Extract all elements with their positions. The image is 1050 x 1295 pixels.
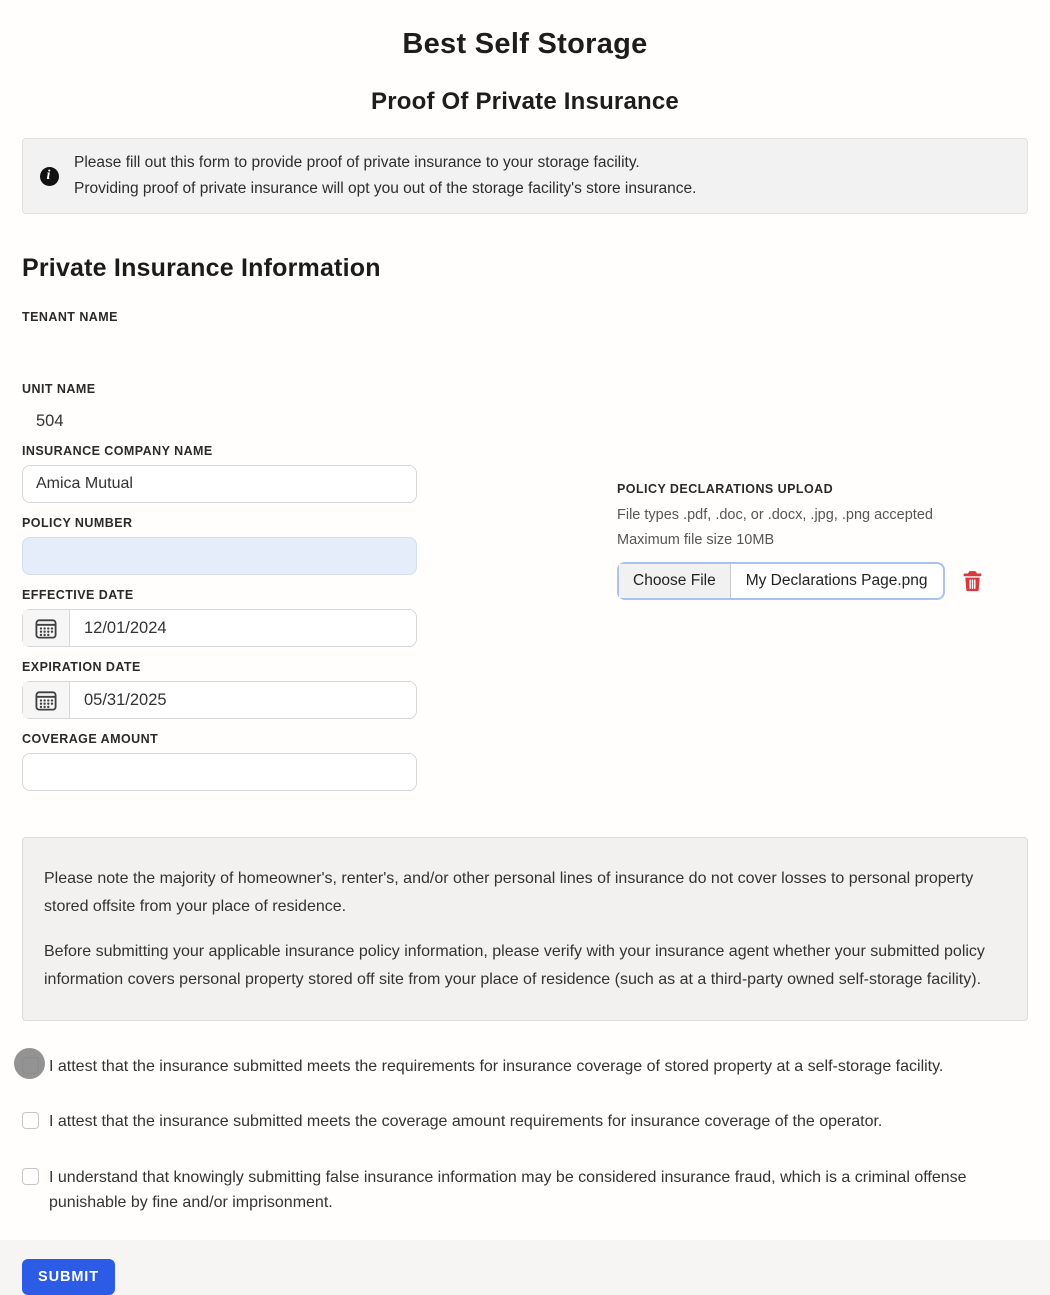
attestation-label-3: I understand that knowingly submitting false insurance information may be considered insurance fraud, which is a criminal offense punishable by fine and/or imprisonment. [49, 1168, 967, 1211]
calendar-icon[interactable] [23, 610, 70, 646]
unit-name-field [22, 382, 417, 444]
policy-declarations-upload-label: POLICY DECLARATIONS UPLOAD [617, 482, 834, 497]
attestation-checkbox-2[interactable] [22, 1112, 39, 1129]
insurance-company-field [22, 444, 417, 516]
policy-number-field [22, 516, 417, 588]
attestation-label-2: I attest that the insurance submitted meets the coverage amount requirements for insurance coverage of the operator. [49, 1113, 883, 1131]
file-input[interactable] [617, 562, 945, 600]
upload-filetypes-hint: File types .pdf, .doc, or .docx, .jpg, .png accepted [617, 507, 933, 524]
unit-name-label: UNIT NAME [22, 382, 96, 397]
disclaimer-note [22, 837, 1028, 1021]
page-subtitle: Proof Of Private Insurance [371, 88, 679, 115]
info-banner-line-2: Providing proof of private insurance will opt you out of the storage facility's store insurance. [74, 180, 697, 198]
effective-date-field [22, 588, 417, 647]
attestation-checkbox-row-2 [22, 1109, 1012, 1134]
effective-date-label: EFFECTIVE DATE [22, 588, 134, 603]
insurance-company-label: INSURANCE COMPANY NAME [22, 444, 213, 459]
trash-icon [962, 580, 983, 595]
coverage-amount-label: COVERAGE AMOUNT [22, 732, 159, 747]
attestation-label-1: I attest that the insurance submitted meets the requirements for insurance coverage of stored property at a self-storage facility. [49, 1058, 944, 1076]
form-columns [22, 310, 1028, 804]
upload-hints [617, 503, 1017, 553]
delete-file-button[interactable] [962, 570, 983, 592]
effective-date-value[interactable]: 12/01/2024 [84, 618, 167, 637]
attestation-checkbox-row-3 [22, 1165, 1012, 1216]
policy-number-label: POLICY NUMBER [22, 516, 133, 531]
attestation-checkbox-row-1 [22, 1054, 1012, 1079]
calendar-icon[interactable] [23, 682, 70, 718]
disclaimer-paragraph-1: Please note the majority of homeowner's, renter's, and/or other personal lines of insurance do not cover losses to personal property stored offsite from your place of residence. [44, 870, 974, 915]
info-banner-text [74, 150, 696, 202]
unit-name-value: 504 [36, 412, 64, 431]
coverage-amount-input[interactable] [22, 753, 417, 791]
tenant-name-value [22, 331, 417, 382]
info-icon: i [40, 167, 59, 186]
info-banner-line-1: Please fill out this form to provide proof of private insurance to your storage facility. [74, 154, 640, 171]
expiration-date-input[interactable] [22, 681, 417, 719]
page-title: Best Self Storage [402, 28, 648, 60]
expiration-date-field [22, 660, 417, 719]
form-right-column [617, 310, 1017, 804]
disclaimer-paragraph-2: Before submitting your applicable insurance policy information, please verify with your insurance agent whether your submitted policy information covers personal property stored off site from your place of residence (such as at a third-party owned self-storage facility). [44, 943, 985, 988]
tenant-name-label: TENANT NAME [22, 310, 118, 325]
attestation-checkbox-3[interactable] [22, 1168, 39, 1185]
file-upload-row [617, 562, 1017, 600]
effective-date-input[interactable] [22, 609, 417, 647]
choose-file-button[interactable]: Choose File [619, 564, 731, 598]
upload-maxsize-hint: Maximum file size 10MB [617, 532, 775, 548]
form-left-column [22, 310, 417, 804]
expiration-date-label: EXPIRATION DATE [22, 660, 141, 675]
uploaded-filename: My Declarations Page.png [745, 571, 928, 589]
coverage-amount-field [22, 732, 417, 804]
section-title: Private Insurance Information [22, 254, 381, 283]
submit-button[interactable]: SUBMIT [22, 1259, 115, 1295]
tenant-name-field [22, 310, 417, 382]
expiration-date-value[interactable]: 05/31/2025 [84, 690, 167, 709]
insurance-company-input[interactable] [22, 465, 417, 503]
policy-number-input[interactable] [22, 537, 417, 575]
info-banner [22, 138, 1028, 214]
attestation-checkbox-1[interactable] [22, 1057, 39, 1074]
